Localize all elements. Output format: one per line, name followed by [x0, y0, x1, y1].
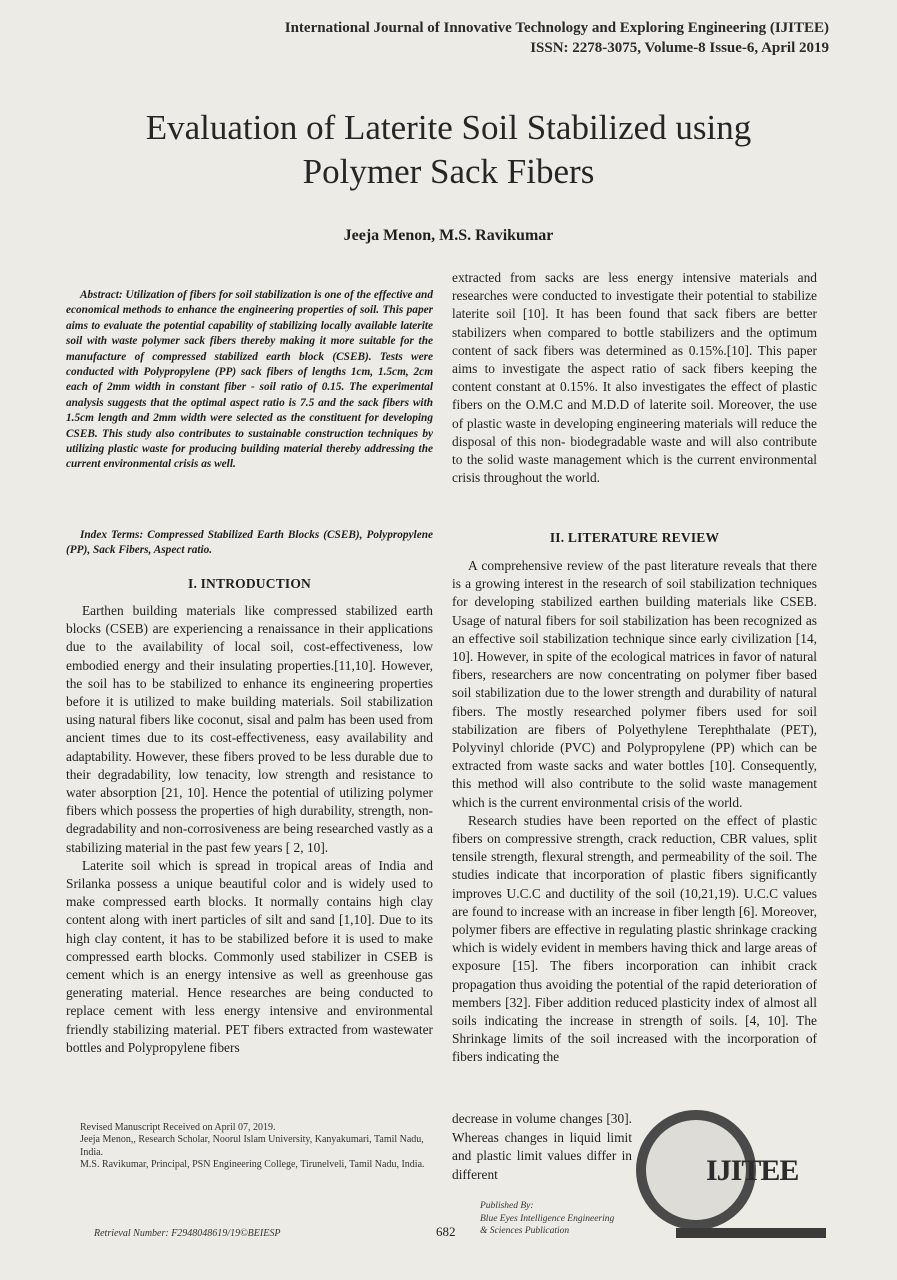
- right-column-intro-continued: [452, 269, 817, 487]
- title-line-1: Evaluation of Laterite Soil Stabilized using: [145, 108, 752, 147]
- lit-paragraph-1: A comprehensive review of the past literature reveals that there is a growing interest in the research of soil stabilization techniques for developing stabilized earthen building materials like CSEB. Usage of natural fibers for soil stabilization has been recognized as an effective soil stabilization technique since early civilization [14, 10]. However, in spite of the ecological matrices in favor of natural fibers, researchers are now concentrating on polymer fiber based soil stabilization due to the lower strength and durability of natural fibers. The mostly researched polymer fibers used for soil stabilization are fibers of Polyethylene Terephthalate (PET), Polyvinyl chloride (PVC) and Polypropylene (PP) which can be extracted from waste sacks and water bottles [10]. Consequently, this method will also contribute to the solid waste management which is the current environmental crisis of the world.: [452, 558, 817, 810]
- page-number: 682: [436, 1224, 456, 1239]
- footnote: [80, 1122, 440, 1172]
- index-terms-text: Index Terms: Compressed Stabilized Earth Blocks (CSEB), Polypropylene (PP), Sack Fibers, Aspect ratio.: [66, 529, 433, 557]
- published-by: Published By:: [480, 1201, 534, 1211]
- section-heading-literature-review: II. LITERATURE REVIEW: [549, 530, 720, 545]
- lit-paragraph-2: Research studies have been reported on the effect of plastic fibers on compressive strength, crack reduction, CBR values, split tensile strength, flexural strength, and permeability of the soil. The studies indicate that incorporation of plastic fibers significantly improves U.C.C and ductility of the soil (10,21,19). U.C.C values are found to increase with an increase in fiber length [6]. Moreover, polymer fibers are effective in regulating plastic shrinkage cracking which is widely evident in members having thick and large areas of exposure [15]. The fibers incorporation can inhibit crack propagation thus avoiding the potential of the rapid deterioration of members [32]. Fiber addition reduced plasticity index of almost all soils indicating the increase in strength of soils. [4, 10]. The Shrinkage limits of the soil increased with the incorporation of fibers indicating the: [452, 812, 817, 1065]
- index-terms: [66, 528, 433, 559]
- authors: Jeeja Menon, M.S. Ravikumar: [343, 227, 554, 244]
- footnote-author-2: M.S. Ravikumar, Principal, PSN Engineering College, Tirunelveli, Tamil Nadu, India.: [80, 1159, 425, 1171]
- logo-wordmark: IJITEE: [706, 1154, 799, 1187]
- publisher-line-2: & Sciences Publication: [480, 1226, 570, 1236]
- journal-logo: [636, 1110, 836, 1250]
- abstract-text: Abstract: Utilization of fibers for soil stabilization is one of the effective and economical methods to enhance the engineering properties of soil. This paper aims to evaluate the potential capability of stabilizing locally available laterite soil with waste polymer sack fibers thereby making it more suitable for the manufacture of compressed stabilized earth block (CSEB). Tests were conducted with Polypropylene (PP) sack fibers of lengths 1cm, 1.5cm, 2cm each of 2mm width in constant fiber - soil ratio of 0.15. The experimental analysis suggests that the optimal aspect ratio is 7.5 and the sack fibers with 1.5cm length and 2mm width were selected as the constituent for developing CSEB. This study also contributes to sustainable construction techniques by utilizing plastic waste for producing building material thereby addressing the current environmental crisis as well.: [66, 289, 433, 471]
- abstract: [66, 288, 433, 473]
- retrieval-number: Retrieval Number: F2948048619/19©BEIESP: [94, 1228, 281, 1239]
- footnote-received: Revised Manuscript Received on April 07, 2019.: [80, 1122, 276, 1133]
- lit-paragraph-3: decrease in volume changes [30]. Whereas changes in liquid limit and plastic limit values differ in different: [452, 1111, 632, 1182]
- footnote-author-1: Jeeja Menon,, Research Scholar, Noorul Islam University, Kanyakumari, Tamil Nadu, India.: [80, 1134, 424, 1158]
- literature-review-body: [452, 557, 817, 1067]
- intro-paragraph-2: Laterite soil which is spread in tropical areas of India and Srilanka possess a unique beautiful color and is widely used to make compressed earth blocks. It normally contains high clay content along with inert particles of silt and sand [1,10]. Due to its high clay content, it has to be stabilized before it is used to make compressed earth blocks. Commonly used stabilizer in CSEB is cement which is an energy intensive as well as greenhouse gas generating material. Hence researches are being conducted to replace cement with less energy intensive and environmental friendly stabilizing material. PET fibers extracted from wastewater bottles and Polypropylene fibers: [66, 857, 433, 1055]
- intro-paragraph-1: Earthen building materials like compressed stabilized earth blocks (CSEB) are experiencing a renaissance in their applications due to the availability of local soil, cost-effectiveness, low embodied energy and their insulating properties.[11,10]. However, the soil has to be stabilized to enhance its engineering properties before it is utilized to make building materials. Soil stabilization using natural fibers like coconut, sisal and palm has been used from ancient times due to its cost-effectiveness, easy availability and adaptability. However, these fibers proved to be less durable due to their degradability, low tenacity, low strength and resistance to water absorption [21, 10]. Hence the potential of utilizing polymer fibers which possess the properties of high durability, strength, non-degradability and non-corrosiveness are being researched vastly as a stabilizing material in the past few years [ 2, 10].: [66, 603, 433, 855]
- logo-bar-icon: [676, 1228, 826, 1238]
- journal-header: [285, 18, 829, 58]
- section-heading-introduction: I. INTRODUCTION: [187, 576, 312, 591]
- journal-issn: ISSN: 2278-3075, Volume-8 Issue-6, April 2019: [530, 40, 829, 56]
- introduction-body: [66, 602, 433, 1057]
- paper-title: [60, 106, 837, 194]
- journal-name: International Journal of Innovative Technology and Exploring Engineering (IJITEE): [284, 20, 829, 36]
- intro-paragraph-3: extracted from sacks are less energy intensive materials and researches were conducted to investigate their potential to stabilize laterite soil [10]. It has been found that sack fibers are better stabilizers when compared to bottle stabilizers and the optimum content of sack fibers was determined as 0.15%.[10]. This paper aims to investigate the aspect ratio of sack fibers keeping the content constant at 0.15%. It also investigates the effect of plastic fibers on the O.M.C and M.D.D of laterite soil. Moreover, the use of plastic waste in developing engineering materials will reduce the disposal of this non- biodegradable waste and will also contribute to the solid waste management which is the current environmental crisis throughout the world.: [452, 270, 817, 486]
- publisher-line-1: Blue Eyes Intelligence Engineering: [480, 1213, 615, 1224]
- title-line-2: Polymer Sack Fibers: [302, 152, 595, 191]
- publisher-block: [480, 1200, 614, 1238]
